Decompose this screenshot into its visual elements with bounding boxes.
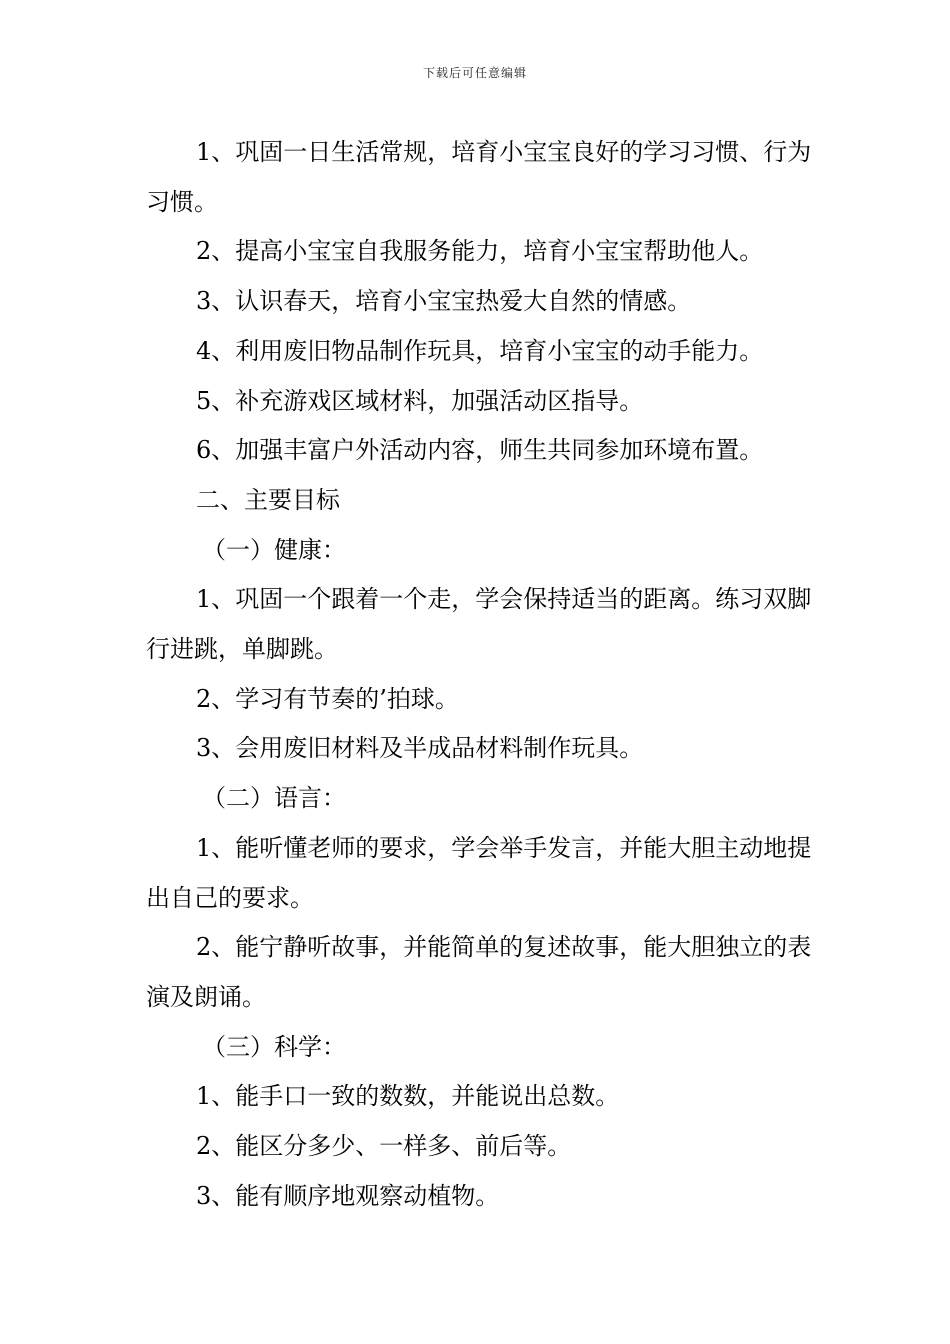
paragraph-language-1: 1、能听懂老师的要求，学会举手发言，并能大胆主动地提出自己的要求。: [146, 833, 812, 912]
document-body: [146, 128, 812, 1221]
paragraph-language-2: 2、能宁静听故事，并能简单的复述故事，能大胆独立的表演及朗诵。: [146, 933, 812, 1011]
subheading-science: （三）科学：: [202, 1032, 346, 1061]
paragraph-health-3: 3、会用废旧材料及半成品材料制作玩具。: [196, 734, 644, 763]
paragraph-science-1: 1、能手口一致的数数，并能说出总数。: [196, 1082, 620, 1111]
paragraph-goal-3: 3、认识春天，培育小宝宝热爱大自然的情感。: [196, 287, 692, 316]
paragraph-goal-5: 5、补充游戏区域材料，加强活动区指导。: [196, 386, 644, 415]
paragraph-health-1: 1、巩固一个跟着一个走，学会保持适当的距离。练习双脚行进跳，单脚跳。: [146, 585, 812, 664]
paragraph-science-3: 3、能有顺序地观察动植物。: [196, 1181, 500, 1210]
subheading-language: （二）语言：: [202, 784, 346, 813]
paragraph-goal-2: 2、提高小宝宝自我服务能力，培育小宝宝帮助他人。: [196, 237, 764, 266]
page-header: 下载后可任意编辑: [422, 66, 527, 80]
paragraph-health-2: 2、学习有节奏的’拍球。: [196, 684, 459, 713]
subheading-health: （一）健康：: [202, 535, 346, 564]
paragraph-goal-4: 4、利用废旧物品制作玩具，培育小宝宝的动手能力。: [196, 336, 764, 365]
paragraph-science-2: 2、能区分多少、一样多、前后等。: [196, 1132, 572, 1161]
paragraph-goal-6: 6、加强丰富户外活动内容，师生共同参加环境布置。: [196, 436, 764, 465]
section-heading-main-goals: 二、主要目标: [196, 485, 340, 514]
paragraph-goal-1: 1、巩固一日生活常规，培育小宝宝良好的学习习惯、行为习惯。: [146, 138, 812, 216]
